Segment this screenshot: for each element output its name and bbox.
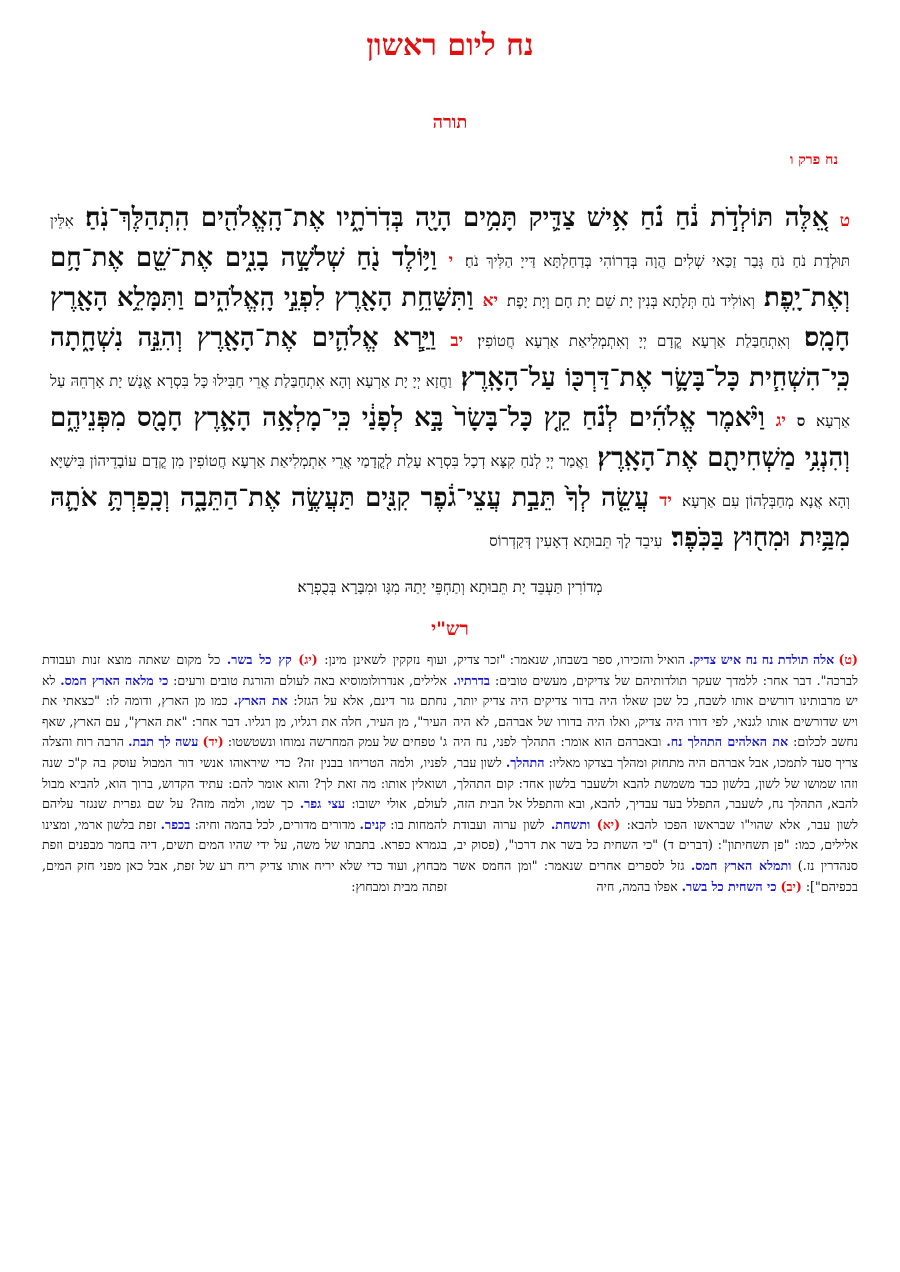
verse-hebrew: וַיֹּ֨אמֶר אֱלֹהִ֜ים לְנֹ֗חַ קֵ֤ץ כָּל־בָּשָׂר֙ בָּ֣א לְפָנַ֔י כִּֽי־מָלְאָ֥ה הָאָ֛רֶץ חָמָ֖ס מִפְּנֵיהֶ֑ם וְהִנְנִ֥י מַשְׁחִיתָ֖ם אֶת־הָאָֽרֶץ׃	[50, 403, 850, 473]
rashi-column-left	[42, 650, 447, 1210]
rashi-text: מדורים מדורים, לכל בהמה וחיה:	[194, 816, 356, 832]
section-title: תורה	[432, 112, 468, 133]
rashi-text: זפת בלשון ארמי, ומצינו בגמרא כפרא. בתבתו של משה, על ידי שהיו המים תשים, דיה בחמר מבפנים וזפת מבחוץ, ועוד כדי שלא יריח אותו צדיק ריח רע של זפת, אבל כאן מפני חזק המים, זפתה מבית ומבחוץ:	[42, 816, 447, 894]
rashi-header: רש"י	[431, 618, 469, 640]
rashi-dibur-hamatchil: כי השחית כל בשר.	[681, 878, 777, 894]
verse-targum: עִיבֵד לָךְ תֵּבוּתָא דְאָעִין דְּקַדְרוֹס	[489, 532, 663, 550]
rashi-dibur-hamatchil: בדרתיו.	[453, 672, 490, 688]
rashi-verse-ref: (יב)	[780, 878, 802, 894]
rashi-dibur-hamatchil: קנים.	[359, 816, 386, 832]
verse-number: ט	[839, 211, 850, 231]
rashi-verse-ref: (יד)	[202, 734, 224, 750]
verse-hebrew: עֲשֵׂ֤ה לְךָ֙ תֵּבַ֣ת עֲצֵי־גֹ֔פֶר קִנִּ֖ים תַּעֲשֶׂ֣ה אֶת־הַתֵּבָ֑ה וְכָֽפַרְתָּ֥ אֹתָ֛הּ מִבַּ֥יִת וּמִח֖וּץ בַּכֹּֽפֶר׃	[50, 483, 850, 553]
verse-targum: וַאֲמַר יְיָ לְנֹחַ קִצָּא דְכָל בִּסְרָא עָלַת לְקֳדָמַי אֲרֵי אִתְמְלִיאַת אַרְעָא חֲטוֹפִין מִן קֳדָם עוֹבָדֵיהוֹן בִּישַׁיָּא וְהָא אֲנָא מְחַבְּלְהוֹן עִם אַרְעָא׃	[50, 452, 850, 510]
torah-text	[50, 200, 850, 608]
rashi-text: גזל לספרים אחרים שנאמר: "ומן החמס אשר בכפיהם"]:	[453, 857, 858, 894]
rashi-text: לשון עבר, וזהו שמושו של לשון, בלשון כבד משמשת להבא ולשעבר בלשון אחד: קום התהלך, להבא, התהלך נח, לשעבר, התפלל בעד עבדיך, להבא, ובא והתפלל אל הבית הזה, לשון עבר, אלא שהוי"ו שבראשו הפכו להבא:	[453, 754, 858, 832]
rashi-dibur-hamatchil: התהלך.	[505, 754, 545, 770]
rashi-dibur-hamatchil: ותמלא הארץ חמס.	[690, 857, 792, 873]
rashi-text: ובאברהם הוא אומר: התהלך לפני, נח היה צריך סעד לתמכו, אבל אברהם היה מתחזק ומהלך בצדקו מאליו:	[453, 734, 858, 770]
rashi-text: לשון ערוה ועבודת אלילים, כמו: "פן תשחיתון": (דברים ד) "כי השחית כל בשר את דרכו", (פסוק יב, סנהדרין נז.)	[453, 816, 858, 873]
verse-number: י	[448, 251, 454, 271]
rashi-text: כך שמו, ולמה מזה? על שם גפרית שנגזר עליהם להמחות בו:	[42, 796, 447, 832]
rashi-dibur-hamatchil: קץ כל בשר.	[226, 652, 292, 667]
rashi-verse-ref: (יא)	[596, 816, 621, 832]
rashi-text: ועוף נזקקין לשאינן מינן:	[324, 652, 447, 667]
chapter-reference: נח פרק ו	[789, 152, 838, 168]
rashi-text: כל מקום שאתה מוצא זנות ועבודת אלילים, אנדרולומוסיא באה לעולם והורגת טובים ורעים:	[42, 652, 447, 688]
rashi-text: הרבה רוח והצלה לפניו, ולמה הטריחו בבנין זה? כדי שיראוהו אנשי דור המבול עוסק בה ק"כ שנה ושואלין אותו: מה זאת לך? והוא אומר להם: עתיד הקדוש, ברוך הוא, להביא מבול לעולם, אולי ישובו:	[42, 734, 447, 812]
rashi-dibur-hamatchil: את האלהים התהלך נח.	[666, 734, 789, 750]
rashi-text: לא נחתם גזר דינם, אלא על הגזל:	[42, 672, 447, 709]
verse-hebrew: אֵ֚לֶּה תּוֹלְדֹ֣ת נֹ֔חַ נֹ֗חַ אִ֥ישׁ צַדִּ֛יק תָּמִ֥ים הָיָ֖ה בְּדֹֽרֹתָ֑יו אֶת־הָֽאֱלֹהִ֖ים הִֽתְהַלֶּךְ־נֹֽחַ׃	[85, 203, 829, 233]
verse-targum: וַחֲזָא יְיָ יָת אַרְעָא וְהָא אִתְחַבַּלַת אֲרֵי חַבִּילוּ כָּל בִּסְרָא אֱנָשׁ יָת אָרְחֵהּ עַל אַרְעָא׃	[50, 372, 850, 430]
verse-targum: וְאוֹלִיד נֹחַ תְּלָתָא בְּנִין יָת שֵׁם יָת חָם וְיָת יָפֶת׃	[507, 292, 755, 310]
rashi-text: אפלו בהמה, חיה	[596, 878, 678, 894]
rashi-text: הואיל והזכירו, ספר בשבחו, שנאמר: "זכר צדיק, לברכה". דבר אחר: ללמדך שעקר תולדותיהם של צדיקים, מעשים טובים:	[453, 652, 858, 688]
verse-hebrew: וַיּ֥וֹלֶד נֹ֖חַ שְׁלֹשָׁ֣ה בָנִ֑ים אֶת־שֵׁ֖ם אֶת־חָ֥ם וְאֶת־יָֽפֶת׃	[50, 243, 850, 313]
petucha-mark: ס	[796, 412, 806, 430]
rashi-column-right	[453, 650, 858, 1210]
rashi-dibur-hamatchil: ותשחת.	[550, 816, 591, 832]
verse-hebrew: וַתִּשָּׁחֵ֥ת הָאָ֖רֶץ לִפְנֵ֣י הָֽאֱלֹהִ֑ים וַתִּמָּלֵ֥א הָאָ֖רֶץ חָמָֽס׃	[50, 283, 850, 353]
rashi-text: כמו מן הארץ, ודומה לו: "כצאתי את העיר", מן העיר, חלה את רגליו, מן רגליו. דבר אחר: "את הארץ", עם הארץ, שאף ג' טפחים של עמק המחרשה נמוחו ונשטשטו:	[42, 693, 447, 750]
rashi-dibur-hamatchil: עצי גפר.	[299, 796, 346, 812]
verse-number: יד	[659, 491, 672, 511]
rashi-dibur-hamatchil: כי מלאה הארץ חמס.	[60, 672, 169, 688]
verse-number: יא	[482, 291, 498, 311]
verse-number: יג	[775, 411, 786, 431]
rashi-dibur-hamatchil: בכפר.	[160, 816, 191, 832]
rashi-verse-ref: (יג)	[298, 652, 318, 667]
rashi-verse-ref: (ט)	[838, 652, 858, 667]
page-title: נח ליום ראשון	[366, 28, 534, 63]
verse-hebrew: וַיַּ֧רְא אֱלֹהִ֛ים אֶת־הָאָ֖רֶץ וְהִנֵּ֣ה נִשְׁחָ֑תָה כִּֽי־הִשְׁחִ֧ית כָּל־בָּשָׂ֛ר אֶת־דַּרְכּ֖וֹ עַל־הָאָֽרֶץ׃	[50, 323, 850, 393]
verse-targum: וְאִתְחַבַּלַת אַרְעָא קֳדָם יְיָ וְאִתְמְלִיאַת אַרְעָא חֲטוֹפִין׃	[477, 332, 790, 350]
verse-number: יב	[450, 331, 464, 351]
rashi-text: יש מרבותינו דורשים אותו לשבח, כל שכן שאלו היה בדור צדיקים היה צדיק יותר, ויש שדורשים אותו לגנאי, לפי דורו היה צדיק, ואלו היה בדורו של אברהם, לא היה נחשב לכלום:	[453, 693, 858, 750]
targum-tail: מְדוֹרִין תַּעְבֵּד יָת תֵּבוּתָא וְתַחְפֵּי יָתַהּ מִגָּו וּמִבָּרָא בְּכֻפְרָא׃	[297, 578, 603, 596]
rashi-dibur-hamatchil: עשה לך תבת.	[128, 734, 199, 750]
rashi-dibur-hamatchil: את הארץ.	[233, 693, 288, 709]
rashi-dibur-hamatchil: אלה תולדת נח נח איש צדיק.	[689, 652, 835, 667]
verse-targum: אִלֵּין תּוּלְדַת נֹחַ נֹחַ גְּבַר זַכַּאי שְׁלִים הֲוָה בְּדָרוֹהִי בְּדַחַלְתָּא דַּייָ הַלִּיךְ נֹחַ׃	[50, 212, 850, 270]
